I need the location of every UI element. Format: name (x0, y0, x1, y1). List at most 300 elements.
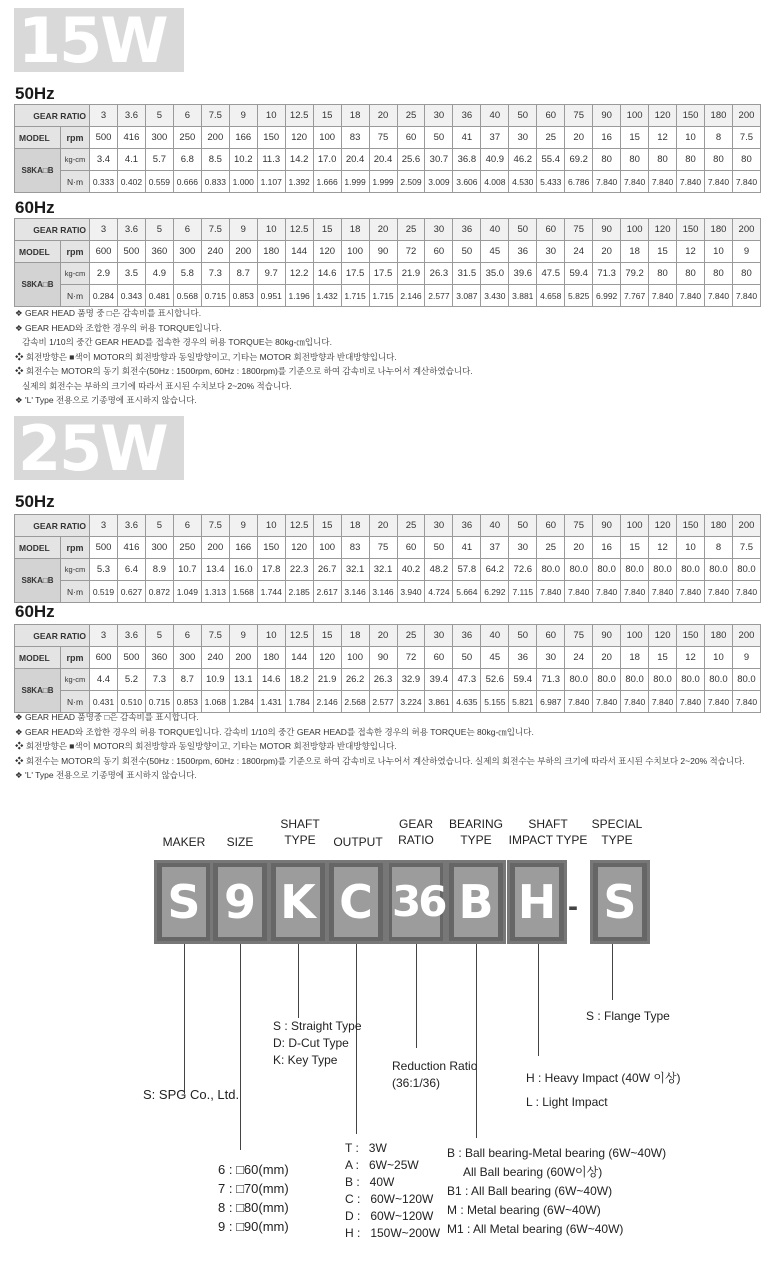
gear-ratio-cell: 15 (313, 219, 341, 241)
rpm-cell: 416 (117, 537, 145, 559)
gear-ratio-cell: 36 (453, 515, 481, 537)
desc-size (218, 1160, 289, 1236)
rpm-cell: 37 (481, 537, 509, 559)
text-line: A : 6W~25W (345, 1158, 419, 1172)
text-line: (36:1/36) (392, 1076, 441, 1090)
torque-kgcm-cell: 2.9 (90, 263, 118, 285)
torque-nm-cell: 1.715 (341, 285, 369, 307)
gear-ratio-cell: 3 (90, 219, 118, 241)
rpm-cell: 36 (509, 647, 537, 669)
torque-nm-cell: 2.146 (313, 691, 341, 713)
torque-kgcm-cell: 14.2 (285, 149, 313, 171)
rpm-cell: 50 (425, 127, 453, 149)
gear-ratio-cell: 20 (369, 219, 397, 241)
torque-kgcm-cell: 26.7 (313, 559, 341, 581)
gear-ratio-cell: 25 (397, 515, 425, 537)
rpm-cell: 50 (453, 241, 481, 263)
rpm-cell: 60 (397, 127, 425, 149)
gear-ratio-cell: 180 (704, 105, 732, 127)
torque-kgcm-cell: 14.6 (257, 669, 285, 691)
torque-nm-cell: 7.840 (677, 581, 705, 603)
text-line: M : Metal bearing (6W~40W) (447, 1203, 601, 1217)
torque-nm-cell: 7.767 (621, 285, 649, 307)
rpm-cell: 10 (704, 647, 732, 669)
rpm-cell: 36 (509, 241, 537, 263)
torque-kgcm-cell: 20.4 (341, 149, 369, 171)
text-line: T : 3W (345, 1141, 387, 1155)
code-field-label: SHAFT TYPE (280, 817, 320, 847)
torque-nm-cell: 7.840 (732, 171, 760, 193)
gear-ratio-cell: 40 (481, 105, 509, 127)
text-line: M1 : All Metal bearing (6W~40W) (447, 1222, 624, 1236)
torque-kgcm-cell: 17.8 (257, 559, 285, 581)
gear-ratio-cell: 15 (313, 105, 341, 127)
torque-kgcm-cell: 7.3 (201, 263, 229, 285)
rpm-cell: 300 (173, 647, 201, 669)
model-label: MODEL (15, 537, 61, 559)
gear-ratio-cell: 75 (565, 515, 593, 537)
gear-ratio-cell: 75 (565, 219, 593, 241)
text-line: ❖ 'L' Type 전용으로 기종명에 표시하지 않습니다. (15, 395, 197, 405)
rpm-cell: 15 (649, 647, 677, 669)
torque-kgcm-cell: 17.5 (341, 263, 369, 285)
gear-ratio-cell: 5 (145, 219, 173, 241)
torque-kgcm-cell: 80 (704, 263, 732, 285)
gear-ratio-cell: 5 (145, 105, 173, 127)
gear-ratio-cell: 6 (173, 105, 201, 127)
table-row-rpm (15, 127, 761, 149)
gear-ratio-cell: 30 (425, 219, 453, 241)
code-box (210, 860, 270, 944)
gear-ratio-cell: 5 (145, 515, 173, 537)
torque-nm-cell: 2.509 (397, 171, 425, 193)
table-row-rpm (15, 241, 761, 263)
code-box-value: 36 (392, 867, 440, 937)
table-row-kgcm (15, 263, 761, 285)
rpm-cell: 50 (425, 537, 453, 559)
torque-kgcm-cell: 80 (593, 149, 621, 171)
code-box (268, 860, 328, 944)
rpm-cell: 72 (397, 241, 425, 263)
torque-kgcm-cell: 47.3 (453, 669, 481, 691)
torque-nm-cell: 7.840 (621, 581, 649, 603)
desc-output (345, 1140, 440, 1242)
rpm-cell: 250 (173, 127, 201, 149)
gear-ratio-cell: 10 (257, 625, 285, 647)
torque-kgcm-cell: 21.9 (313, 669, 341, 691)
text-line: 6 : □60(mm) (218, 1162, 289, 1177)
torque-kgcm-cell: 80 (732, 149, 760, 171)
gear-ratio-cell: 6 (173, 625, 201, 647)
gear-ratio-cell: 60 (537, 515, 565, 537)
gear-ratio-cell: 180 (704, 625, 732, 647)
torque-kgcm-cell: 39.4 (425, 669, 453, 691)
torque-nm-cell: 7.840 (704, 171, 732, 193)
torque-kgcm-cell: 40.9 (481, 149, 509, 171)
notes-15w (15, 306, 473, 408)
torque-nm-cell: 4.724 (425, 581, 453, 603)
torque-kgcm-cell: 8.7 (229, 263, 257, 285)
rpm-cell: 60 (425, 647, 453, 669)
gear-ratio-cell: 90 (593, 219, 621, 241)
rpm-cell: 100 (313, 537, 341, 559)
torque-kgcm-cell: 22.3 (285, 559, 313, 581)
torque-kgcm-cell: 71.3 (537, 669, 565, 691)
rpm-cell: 200 (201, 537, 229, 559)
torque-nm-cell: 1.392 (285, 171, 313, 193)
rpm-cell: 144 (285, 647, 313, 669)
rpm-cell: 500 (117, 241, 145, 263)
torque-kgcm-cell: 25.6 (397, 149, 425, 171)
rpm-cell: 100 (341, 647, 369, 669)
model-name: S8KA□B (15, 149, 61, 193)
torque-nm-cell: 7.840 (621, 171, 649, 193)
gear-ratio-cell: 10 (257, 515, 285, 537)
freq-label-60hz: 60Hz (15, 602, 55, 621)
text-line: Reduction Ratio (392, 1059, 478, 1073)
table-row-nm (15, 285, 761, 307)
rpm-cell: 30 (537, 241, 565, 263)
text-line: ❖ GEAR HEAD 품명 중 □은 감속비를 표시합니다. (15, 308, 202, 318)
gear-ratio-cell: 100 (621, 515, 649, 537)
torque-nm-cell: 4.008 (481, 171, 509, 193)
code-box (154, 860, 214, 944)
torque-kgcm-cell: 46.2 (509, 149, 537, 171)
torque-nm-cell: 7.840 (593, 581, 621, 603)
gear-ratio-cell: 3 (90, 515, 118, 537)
text-line: ❖ GEAR HEAD 품명중 □은 감속비를 표시합니다. (15, 712, 199, 722)
connector-ratio (416, 944, 417, 1048)
torque-nm-cell: 7.840 (704, 581, 732, 603)
gear-ratio-cell: 30 (425, 515, 453, 537)
code-box-value: C (334, 867, 378, 937)
table-header-row (15, 219, 761, 241)
torque-kgcm-cell: 30.7 (425, 149, 453, 171)
torque-nm-cell: 7.840 (649, 285, 677, 307)
text-line: B : Ball bearing-Metal bearing (6W~40W) (447, 1146, 667, 1160)
rpm-cell: 360 (145, 241, 173, 263)
code-box-value: K (276, 867, 320, 937)
rpm-cell: 41 (453, 537, 481, 559)
torque-nm-cell: 4.530 (509, 171, 537, 193)
gear-ratio-cell: 10 (257, 219, 285, 241)
gear-ratio-cell: 18 (341, 219, 369, 241)
torque-nm-cell: 1.068 (201, 691, 229, 713)
torque-nm-cell: 3.861 (425, 691, 453, 713)
text-line: 실제의 회전수는 부하의 크기에 따라서 표시된 수치보다 2~20% 적습니다. (15, 380, 292, 391)
gear-ratio-cell: 150 (677, 515, 705, 537)
rpm-cell: 360 (145, 647, 173, 669)
rpm-cell: 166 (229, 127, 257, 149)
torque-kgcm-cell: 80.0 (649, 669, 677, 691)
rpm-cell: 7.5 (732, 127, 760, 149)
gear-ratio-cell: 7.5 (201, 515, 229, 537)
rpm-cell: 15 (621, 127, 649, 149)
gear-ratio-cell: 25 (397, 105, 425, 127)
gear-ratio-cell: 200 (732, 515, 760, 537)
torque-kgcm-cell: 79.2 (621, 263, 649, 285)
gear-ratio-cell: 100 (621, 105, 649, 127)
rpm-cell: 600 (90, 241, 118, 263)
torque-kgcm-cell: 26.3 (425, 263, 453, 285)
rpm-cell: 600 (90, 647, 118, 669)
torque-kgcm-cell: 80.0 (704, 669, 732, 691)
torque-nm-cell: 7.840 (565, 581, 593, 603)
connector-shaft (298, 944, 299, 1018)
gear-ratio-cell: 36 (453, 625, 481, 647)
rpm-cell: 20 (565, 127, 593, 149)
torque-nm-cell: 6.786 (565, 171, 593, 193)
code-field-label: SHAFT IMPACT TYPE (508, 817, 588, 847)
rpm-cell: 75 (369, 127, 397, 149)
torque-kgcm-cell: 80.0 (704, 559, 732, 581)
rpm-cell: 300 (145, 537, 173, 559)
torque-nm-cell: 5.155 (481, 691, 509, 713)
rpm-cell: 60 (397, 537, 425, 559)
torque-nm-cell: 0.284 (90, 285, 118, 307)
torque-nm-cell: 0.872 (145, 581, 173, 603)
torque-kgcm-cell: 80 (704, 149, 732, 171)
rpm-cell: 8 (704, 537, 732, 559)
rpm-cell: 30 (509, 127, 537, 149)
rpm-cell: 200 (229, 647, 257, 669)
gear-ratio-cell: 18 (341, 515, 369, 537)
torque-nm-cell: 5.821 (509, 691, 537, 713)
rpm-cell: 45 (481, 647, 509, 669)
gear-ratio-cell: 9 (229, 625, 257, 647)
rpm-cell: 7.5 (732, 537, 760, 559)
gear-ratio-cell: 7.5 (201, 105, 229, 127)
gear-ratio-cell: 120 (649, 105, 677, 127)
torque-nm-cell: 0.853 (229, 285, 257, 307)
rpm-cell: 12 (677, 647, 705, 669)
torque-kgcm-cell: 4.9 (145, 263, 173, 285)
torque-kgcm-cell: 80 (677, 263, 705, 285)
rpm-cell: 120 (313, 647, 341, 669)
torque-nm-cell: 0.715 (145, 691, 173, 713)
torque-kgcm-cell: 10.7 (173, 559, 201, 581)
torque-nm-cell: 4.635 (453, 691, 481, 713)
gear-ratio-cell: 150 (677, 625, 705, 647)
text-line: C : 60W~120W (345, 1192, 434, 1206)
gear-ratio-cell: 180 (704, 515, 732, 537)
torque-kgcm-cell: 6.4 (117, 559, 145, 581)
torque-kgcm-cell: 21.9 (397, 263, 425, 285)
text-line: 9 : □90(mm) (218, 1219, 289, 1234)
torque-nm-cell: 3.009 (425, 171, 453, 193)
rpm-label: rpm (61, 241, 90, 263)
rpm-cell: 120 (285, 537, 313, 559)
torque-nm-cell: 0.519 (90, 581, 118, 603)
gear-ratio-cell: 10 (257, 105, 285, 127)
text-line: 8 : □80(mm) (218, 1200, 289, 1215)
torque-nm-cell: 7.840 (677, 691, 705, 713)
torque-kgcm-cell: 5.2 (117, 669, 145, 691)
code-box (326, 860, 386, 944)
torque-kgcm-cell: 3.5 (117, 263, 145, 285)
torque-kgcm-cell: 52.6 (481, 669, 509, 691)
rpm-cell: 12 (677, 241, 705, 263)
gear-ratio-cell: 20 (369, 625, 397, 647)
gear-ratio-cell: 12.5 (285, 219, 313, 241)
section-title-25w: 25W (14, 416, 184, 480)
rpm-cell: 24 (565, 241, 593, 263)
rpm-cell: 8 (704, 127, 732, 149)
torque-kgcm-cell: 36.8 (453, 149, 481, 171)
rpm-cell: 416 (117, 127, 145, 149)
torque-nm-cell: 7.840 (649, 691, 677, 713)
torque-kgcm-cell: 17.0 (313, 149, 341, 171)
rpm-cell: 83 (341, 127, 369, 149)
text-line: D : 60W~120W (345, 1209, 434, 1223)
torque-nm-cell: 2.577 (369, 691, 397, 713)
notes-25w (15, 710, 745, 783)
torque-nm-cell: 1.999 (341, 171, 369, 193)
torque-nm-cell: 7.840 (732, 691, 760, 713)
code-field-label: SPECIAL TYPE (591, 817, 643, 847)
torque-nm-cell: 0.559 (145, 171, 173, 193)
gear-ratio-cell: 75 (565, 625, 593, 647)
torque-kgcm-cell: 39.6 (509, 263, 537, 285)
desc-bearing (447, 1144, 666, 1239)
torque-nm-cell: 7.840 (732, 285, 760, 307)
gear-ratio-cell: 50 (509, 219, 537, 241)
torque-nm-cell: 2.577 (425, 285, 453, 307)
text-line: ❖ 회전수는 MOTOR의 동기 회전수(50Hz : 1500rpm, 60Hz : 1800rpm)를 기준으로 하여 감속비로 나누어서 계산하였습니다. (15, 366, 473, 376)
torque-kgcm-cell: 80.0 (621, 559, 649, 581)
torque-kgcm-cell: 80.0 (621, 669, 649, 691)
rpm-cell: 166 (229, 537, 257, 559)
gear-ratio-cell: 3.6 (117, 515, 145, 537)
model-name: S8KA□B (15, 263, 61, 307)
torque-kgcm-cell: 13.1 (229, 669, 257, 691)
rpm-cell: 37 (481, 127, 509, 149)
kgcm-label: kg-cm (61, 559, 90, 581)
desc-shaft (273, 1018, 362, 1069)
nm-label: N·m (61, 285, 90, 307)
gear-ratio-cell: 50 (509, 105, 537, 127)
text-line: All Ball bearing (60W이상) (447, 1165, 603, 1179)
kgcm-label: kg-cm (61, 263, 90, 285)
torque-nm-cell: 3.146 (369, 581, 397, 603)
table-row-nm (15, 171, 761, 193)
torque-kgcm-cell: 13.4 (201, 559, 229, 581)
torque-kgcm-cell: 5.3 (90, 559, 118, 581)
rpm-label: rpm (61, 127, 90, 149)
gear-ratio-cell: 30 (425, 625, 453, 647)
torque-nm-cell: 4.658 (537, 285, 565, 307)
table-row-rpm (15, 647, 761, 669)
torque-kgcm-cell: 80 (649, 149, 677, 171)
torque-nm-cell: 0.627 (117, 581, 145, 603)
gear-ratio-cell: 18 (341, 105, 369, 127)
rpm-cell: 25 (537, 127, 565, 149)
torque-kgcm-cell: 3.4 (90, 149, 118, 171)
rpm-cell: 150 (257, 127, 285, 149)
torque-nm-cell: 6.987 (537, 691, 565, 713)
torque-nm-cell: 1.432 (313, 285, 341, 307)
code-box-value: S (598, 867, 642, 937)
torque-nm-cell: 7.840 (732, 581, 760, 603)
torque-kgcm-cell: 8.9 (145, 559, 173, 581)
torque-kgcm-cell: 47.5 (537, 263, 565, 285)
torque-nm-cell: 0.481 (145, 285, 173, 307)
code-box-value: S (162, 867, 206, 937)
rpm-cell: 150 (257, 537, 285, 559)
text-line: 7 : □70(mm) (218, 1181, 289, 1196)
torque-kgcm-cell: 10.9 (201, 669, 229, 691)
text-line: ❖ 'L' Type 전용으로 기종명에 표시하지 않습니다. (15, 770, 197, 780)
code-field-label: SIZE (226, 835, 254, 849)
torque-nm-cell: 1.999 (369, 171, 397, 193)
torque-kgcm-cell: 32.1 (369, 559, 397, 581)
torque-kgcm-cell: 5.8 (173, 263, 201, 285)
gear-ratio-cell: 12.5 (285, 625, 313, 647)
rpm-cell: 15 (649, 241, 677, 263)
model-label: MODEL (15, 127, 61, 149)
rpm-cell: 9 (732, 241, 760, 263)
desc-ratio (392, 1058, 477, 1092)
rpm-cell: 20 (593, 647, 621, 669)
gear-ratio-cell: 7.5 (201, 625, 229, 647)
gear-ratio-cell: 120 (649, 515, 677, 537)
gear-ratio-cell: 200 (732, 625, 760, 647)
text-line: S : Straight Type (273, 1019, 362, 1033)
table-row-rpm (15, 537, 761, 559)
torque-nm-cell: 7.840 (537, 581, 565, 603)
rpm-cell: 9 (732, 647, 760, 669)
rpm-cell: 90 (369, 241, 397, 263)
torque-nm-cell: 7.840 (649, 581, 677, 603)
torque-kgcm-cell: 35.0 (481, 263, 509, 285)
rpm-label: rpm (61, 647, 90, 669)
connector-bearing (476, 944, 477, 1138)
torque-nm-cell: 0.568 (173, 285, 201, 307)
torque-kgcm-cell: 64.2 (481, 559, 509, 581)
gear-ratio-cell: 90 (593, 625, 621, 647)
torque-kgcm-cell: 16.0 (229, 559, 257, 581)
rpm-cell: 25 (537, 537, 565, 559)
rpm-cell: 16 (593, 127, 621, 149)
torque-kgcm-cell: 7.3 (145, 669, 173, 691)
torque-nm-cell: 3.087 (453, 285, 481, 307)
text-line: ❖ GEAR HEAD와 조합한 경우의 허용 TORQUE입니다. (15, 322, 222, 333)
torque-nm-cell: 7.840 (677, 171, 705, 193)
spec-table (14, 624, 761, 713)
code-field-label: OUTPUT (333, 835, 383, 849)
gear-ratio-cell: 90 (593, 105, 621, 127)
torque-kgcm-cell: 80.0 (593, 669, 621, 691)
rpm-cell: 200 (229, 241, 257, 263)
torque-kgcm-cell: 80.0 (537, 559, 565, 581)
torque-kgcm-cell: 20.4 (369, 149, 397, 171)
torque-nm-cell: 1.715 (369, 285, 397, 307)
torque-nm-cell: 0.666 (173, 171, 201, 193)
rpm-cell: 15 (621, 537, 649, 559)
gear-ratio-cell: 60 (537, 105, 565, 127)
rpm-cell: 200 (201, 127, 229, 149)
text-line: B1 : All Ball bearing (6W~40W) (447, 1184, 613, 1198)
gear-ratio-cell: 3 (90, 105, 118, 127)
nm-label: N·m (61, 581, 90, 603)
gear-ratio-cell: 25 (397, 625, 425, 647)
torque-kgcm-cell: 69.2 (565, 149, 593, 171)
gear-ratio-cell: 90 (593, 515, 621, 537)
gear-ratio-cell: 3 (90, 625, 118, 647)
rpm-cell: 41 (453, 127, 481, 149)
torque-kgcm-cell: 9.7 (257, 263, 285, 285)
code-box (446, 860, 506, 944)
